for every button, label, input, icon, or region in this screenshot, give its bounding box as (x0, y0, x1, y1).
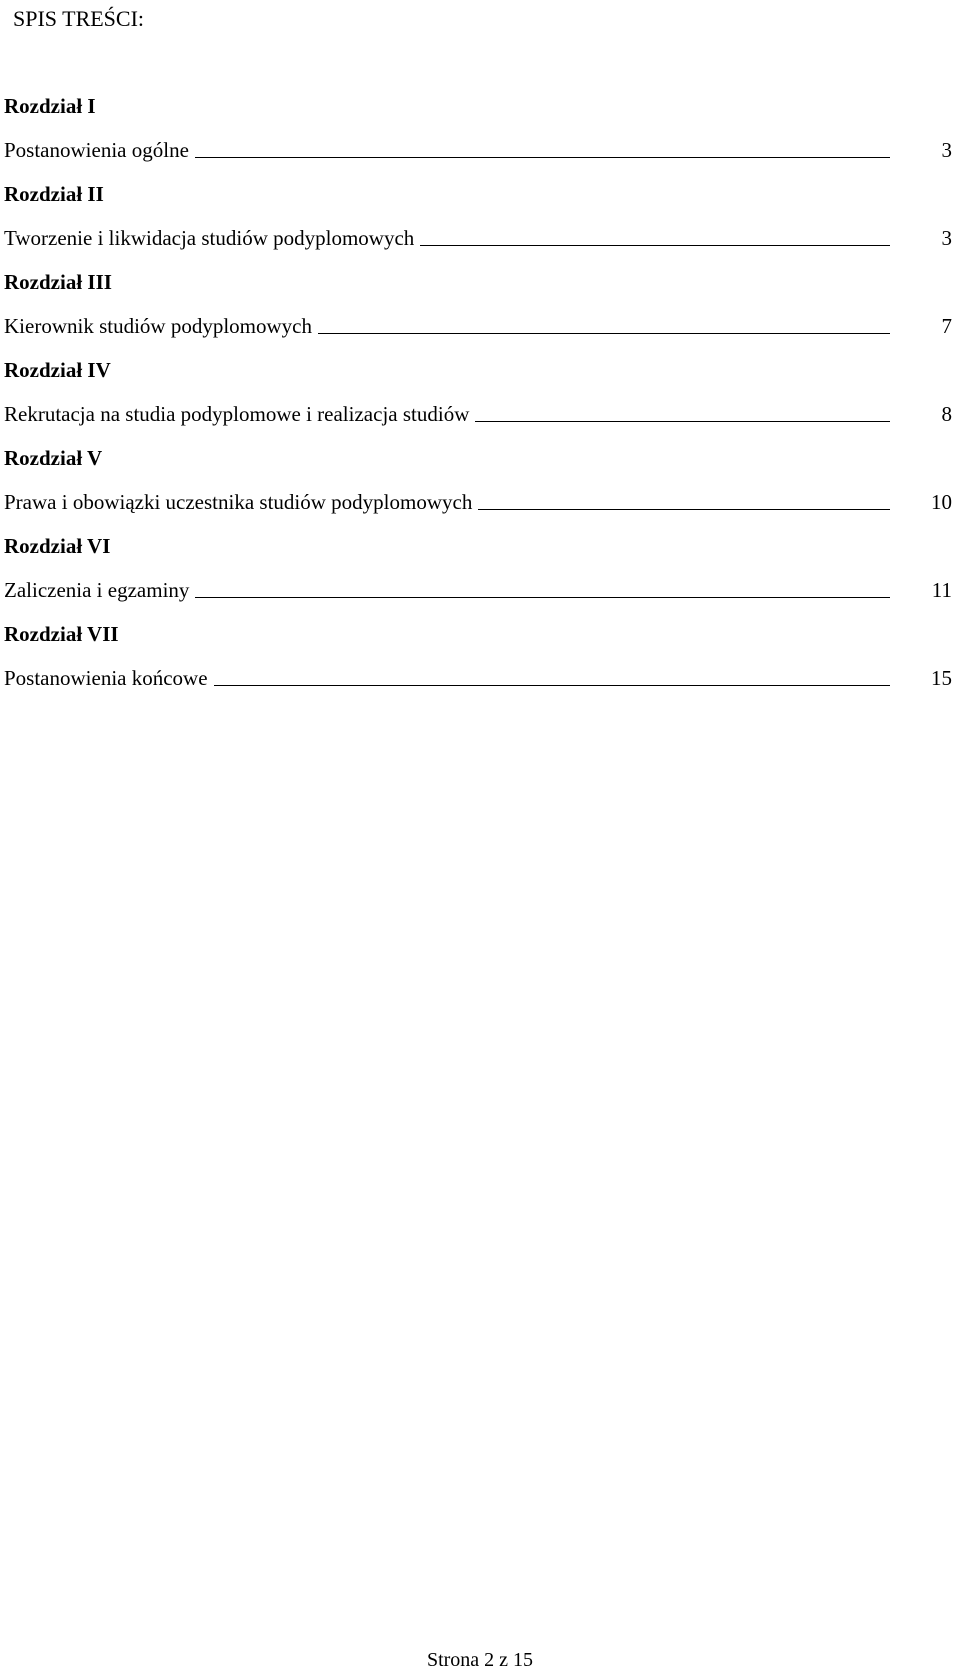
toc-entry-6[interactable] (4, 576, 954, 604)
toc-entry-title: Tworzenie i likwidacja studiów podyplomowych (4, 226, 415, 250)
toc-entry-title: Rekrutacja na studia podyplomowe i realizacja studiów (4, 402, 470, 426)
toc-entry-7[interactable] (4, 664, 954, 692)
toc-entry-title: Prawa i obowiązki uczestnika studiów podyplomowych (4, 490, 473, 514)
toc-page-number: 15 (931, 666, 952, 690)
toc-leader-line (214, 684, 890, 686)
toc-entry-3[interactable] (4, 312, 954, 340)
toc-entry-title: Zaliczenia i egzaminy (4, 578, 190, 602)
chapter-label-3: Rozdział III (4, 270, 112, 294)
toc-page-number: 11 (931, 578, 952, 602)
chapter-label-6: Rozdział VI (4, 534, 111, 558)
toc-entry-5[interactable] (4, 488, 954, 516)
toc-entry-title: Kierownik studiów podyplomowych (4, 314, 312, 338)
toc-entry-title: Postanowienia ogólne (4, 138, 189, 162)
chapter-label-1: Rozdział I (4, 94, 96, 118)
toc-entry-4[interactable] (4, 400, 954, 428)
toc-entry-1[interactable] (4, 136, 954, 164)
toc-leader-line (195, 156, 890, 158)
toc-leader-line (420, 244, 890, 246)
chapter-label-5: Rozdział V (4, 446, 103, 470)
chapter-label-2: Rozdział II (4, 182, 104, 206)
toc-list (4, 92, 954, 708)
chapter-label-4: Rozdział IV (4, 358, 111, 382)
page-footer: Strona 2 z 15 (426, 1649, 534, 1671)
toc-page-number: 3 (941, 138, 952, 162)
toc-heading: SPIS TREŚCI: (13, 6, 145, 31)
toc-page-number: 10 (931, 490, 952, 514)
toc-entry-title: Postanowienia końcowe (4, 666, 208, 690)
toc-leader-line (318, 332, 890, 334)
toc-leader-line (478, 508, 890, 510)
toc-leader-line (475, 420, 890, 422)
toc-leader-line (195, 596, 890, 598)
toc-entry-2[interactable] (4, 224, 954, 252)
chapter-label-7: Rozdział VII (4, 622, 119, 646)
toc-page-number: 7 (941, 314, 952, 338)
toc-page-number: 8 (941, 402, 952, 426)
toc-page-number: 3 (941, 226, 952, 250)
